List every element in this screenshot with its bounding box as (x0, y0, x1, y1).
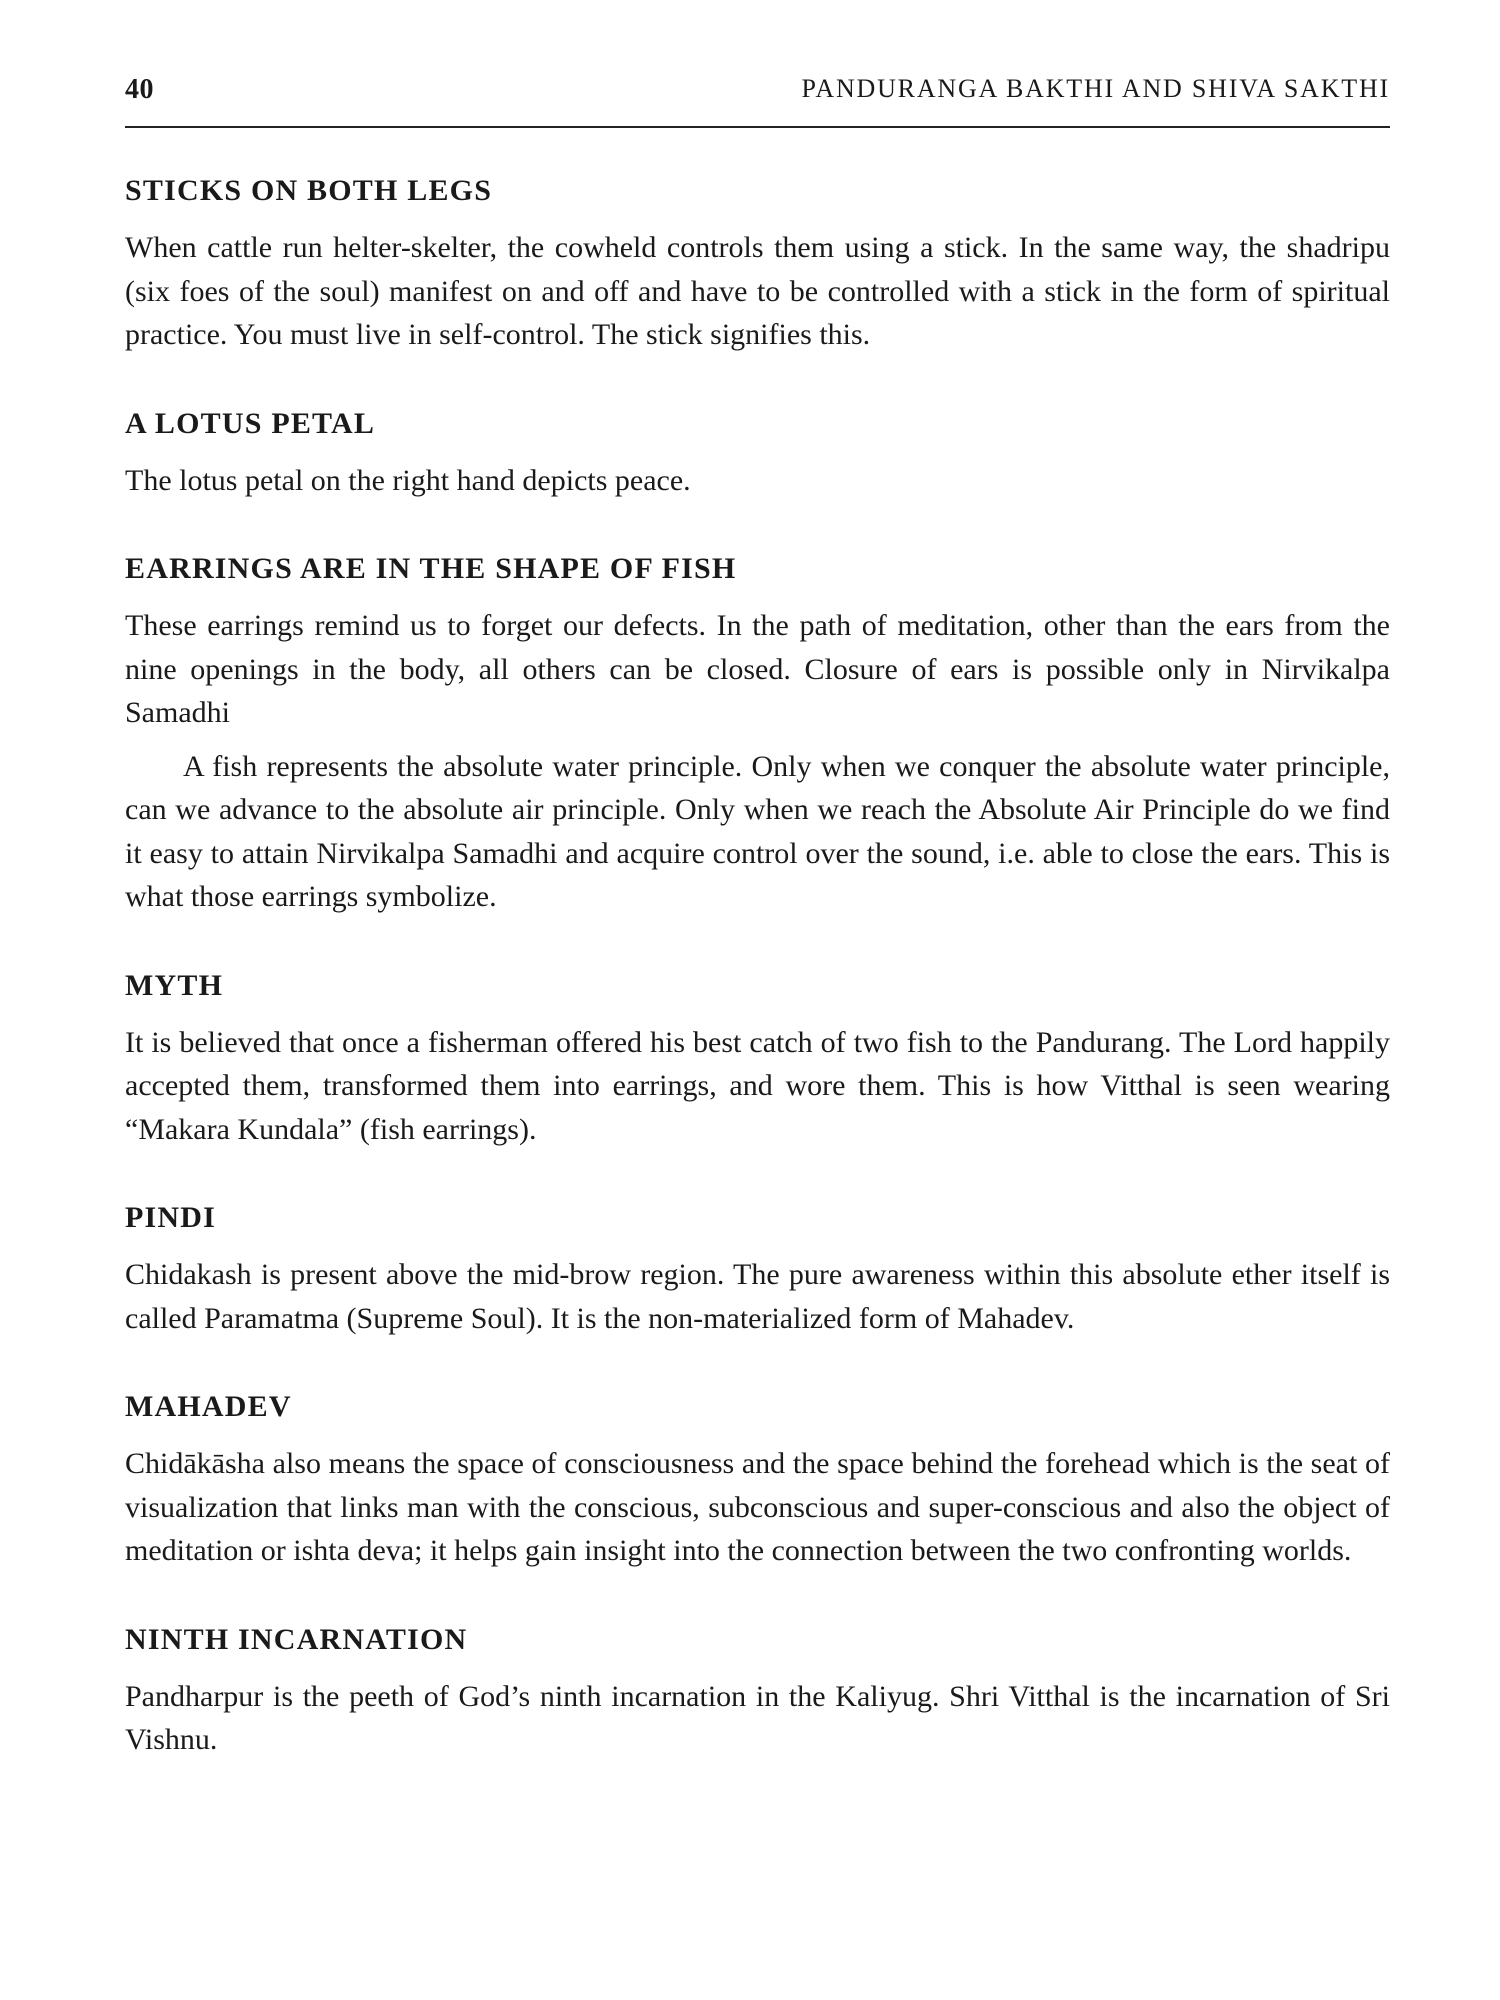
section-title: STICKS ON BOTH LEGS (125, 174, 493, 207)
running-title: PANDURANGA BAKTHI AND SHIVA SAKTHI (801, 74, 1390, 103)
section-earrings-fish (125, 552, 1390, 919)
section-a-lotus-petal (125, 407, 1390, 503)
section-sticks-on-both-legs (125, 174, 1390, 357)
paragraph: The lotus petal on the right hand depicts peace. (125, 463, 691, 497)
page-number: 40 (125, 74, 154, 105)
section-title: MAHADEV (125, 1390, 292, 1423)
paragraph: It is believed that once a fisherman offered his best catch of two fish to the Pandurang. The Lord happily accepted them, transformed them into earrings, and wore them. This is how Vitthal is seen wearing “Makara Kundala” (fish earrings). (125, 1025, 1390, 1146)
paragraph: Chidakash is present above the mid-brow region. The pure awareness within this absolute ether itself is called Paramatma (Supreme Soul). It is the non-materialized form of Mahadev. (125, 1258, 1390, 1335)
section-title: EARRINGS ARE IN THE SHAPE OF FISH (125, 552, 737, 585)
section-ninth-incarnation (125, 1623, 1390, 1762)
section-title: MYTH (125, 968, 224, 1002)
section-myth (125, 969, 1390, 1152)
page-content (125, 174, 1390, 1812)
book-page (125, 0, 1390, 2000)
header-rule (125, 126, 1390, 128)
section-title: NINTH INCARNATION (125, 1622, 468, 1656)
section-pindi (125, 1201, 1390, 1340)
paragraph: Chidākāsha also means the space of consciousness and the space behind the forehead which is the seat of visualization that links man with the conscious, subconscious and super-conscious and also the object of meditation or ishta deva; it helps gain insight into the connection between the two confronting worlds. (125, 1447, 1390, 1567)
section-title: PINDI (125, 1201, 217, 1234)
section-mahadev (125, 1390, 1390, 1573)
paragraph: Pandharpur is the peeth of God’s ninth incarnation in the Kaliyug. Shri Vitthal is the incarnation of Sri Vishnu. (125, 1679, 1390, 1756)
paragraph: These earrings remind us to forget our defects. In the path of meditation, other than the ears from the nine openings in the body, all others can be closed. Closure of ears is possible only in Nirvikalpa Samadhi (125, 609, 1390, 729)
paragraph: A fish represents the absolute water principle. Only when we conquer the absolute water principle, can we advance to the absolute air principle. Only when we reach the Absolute Air Principle do we find it easy to attain Nirvikalpa Samadhi and acquire control over the sound, i.e. able to close the ears. This is what those earrings symbolize. (125, 749, 1390, 913)
section-title: A LOTUS PETAL (125, 406, 376, 440)
paragraph: When cattle run helter-skelter, the cowheld controls them using a stick. In the same way, the shadripu (six foes of the soul) manifest on and off and have to be controlled with a stick in the form of spiritual practice. You must live in self-control. The stick signifies this. (125, 231, 1390, 351)
running-header (125, 74, 1390, 114)
